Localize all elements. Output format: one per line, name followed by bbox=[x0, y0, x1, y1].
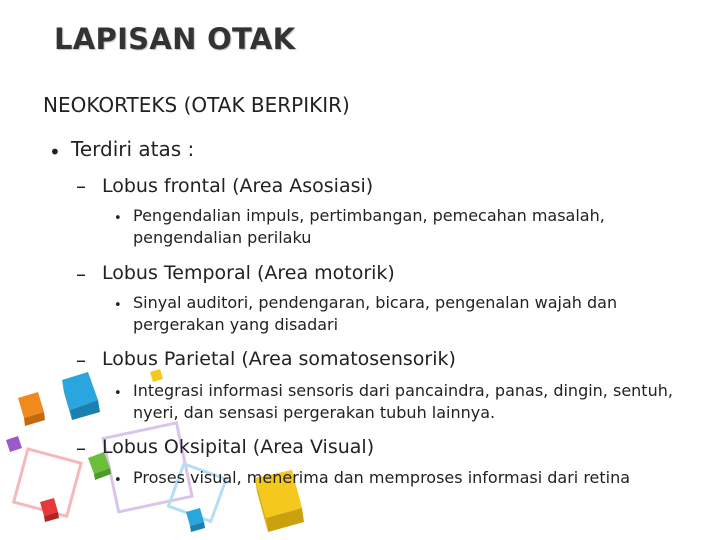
bullet-marker: • bbox=[114, 211, 122, 226]
section-label: Lobus Parietal (Area somatosensorik) bbox=[102, 348, 456, 370]
section-detail: Sinyal auditori, pendengaran, bicara, pengenalan wajah dan pergerakan yang disadari bbox=[133, 293, 618, 334]
bullet-marker: • bbox=[114, 298, 122, 313]
dash-marker: – bbox=[76, 174, 86, 198]
section-label: Lobus frontal (Area Asosiasi) bbox=[102, 175, 374, 197]
slide-heading: NEOKORTEKS (OTAK BERPIKIR) bbox=[43, 93, 350, 117]
intro-text: Terdiri atas : bbox=[71, 137, 195, 161]
section-detail: Pengendalian impuls, pertimbangan, pemecahan masalah, pengendalian perilaku bbox=[133, 206, 605, 247]
dash-marker: – bbox=[76, 436, 86, 460]
bullet-marker: • bbox=[114, 386, 122, 401]
bullet-marker: • bbox=[114, 473, 122, 488]
bullet-marker: • bbox=[49, 140, 61, 164]
section-detail: Integrasi informasi sensoris dari pancaindra, panas, dingin, sentuh, nyeri, dan sensasi pergerakan tubuh lainnya. bbox=[133, 381, 673, 422]
dash-marker: – bbox=[76, 262, 86, 286]
section-label: Lobus Temporal (Area motorik) bbox=[102, 262, 395, 284]
dash-marker: – bbox=[76, 348, 86, 372]
section-detail: Proses visual, menerima dan memproses informasi dari retina bbox=[133, 468, 631, 487]
slide-title: LAPISAN OTAK bbox=[54, 22, 296, 56]
section-label: Lobus Oksipital (Area Visual) bbox=[102, 436, 375, 458]
